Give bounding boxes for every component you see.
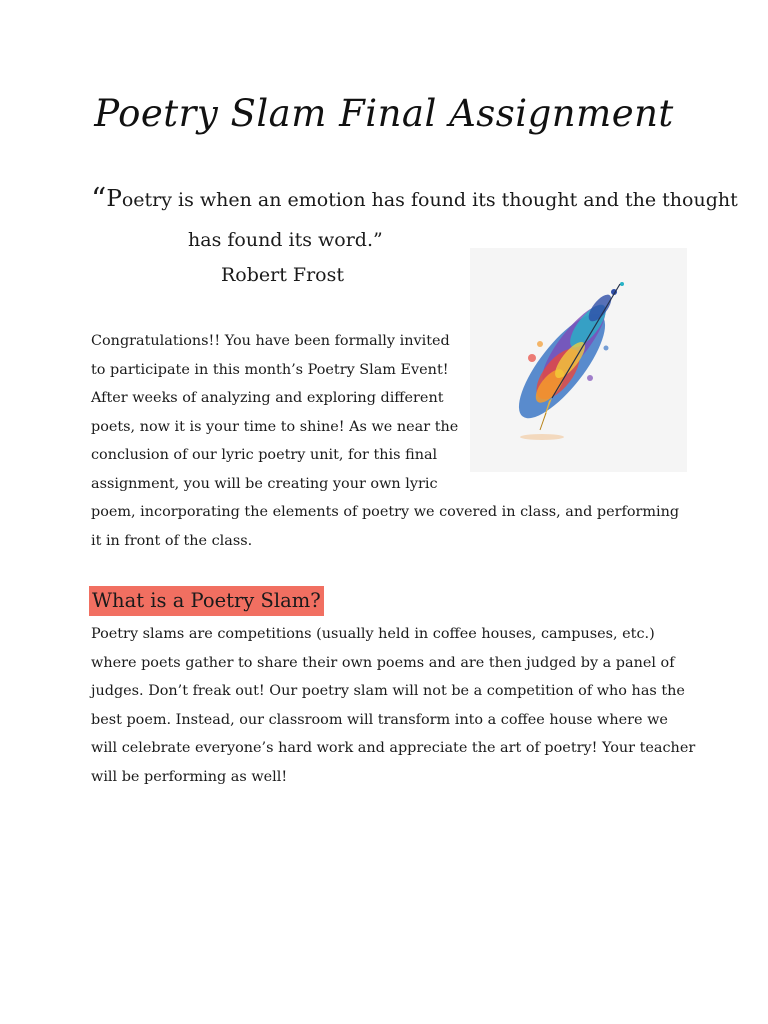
section-heading: What is a Poetry Slam?: [89, 586, 324, 616]
section-line: where poets gather to share their own poems and are then judged by a panel of: [91, 654, 675, 671]
quote-line-1: [91, 182, 738, 217]
quote-author: Robert Frost: [221, 264, 344, 286]
intro-line: to participate in this month’s Poetry Slam Event!: [91, 361, 449, 378]
intro-line: it in front of the class.: [91, 532, 253, 549]
section-line: will celebrate everyone’s hard work and appreciate the art of poetry! Your teacher: [91, 740, 696, 756]
quote-first-letter: P: [106, 186, 122, 212]
intro-line: conclusion of our lyric poetry unit, for this final: [91, 447, 438, 463]
section-line: judges. Don’t freak out! Our poetry slam will not be a competition of who has the: [91, 683, 685, 699]
section-line: will be performing as well!: [91, 768, 288, 785]
section-line: Poetry slams are competitions (usually held in coffee houses, campuses, etc.): [91, 626, 655, 642]
intro-paragraph: [91, 327, 679, 555]
page-title: Poetry Slam Final Assignment: [94, 92, 674, 135]
section-line: best poem. Instead, our classroom will transform into a coffee house where we: [91, 711, 668, 728]
quote-line-2: has found its word.”: [188, 229, 383, 251]
intro-line: Congratulations!! You have been formally invited: [91, 333, 450, 349]
section-paragraph: [91, 620, 695, 791]
quote-open-mark: “: [91, 182, 107, 217]
intro-line: assignment, you will be creating your own lyric: [91, 475, 438, 492]
intro-line: poets, now it is your time to shine! As we near the: [91, 418, 459, 435]
intro-line: poem, incorporating the elements of poetry we covered in class, and performing: [91, 504, 680, 520]
quote-line-1-text: oetry is when an emotion has found its thought and the thought: [121, 189, 738, 211]
intro-line: After weeks of analyzing and exploring different: [91, 390, 444, 406]
